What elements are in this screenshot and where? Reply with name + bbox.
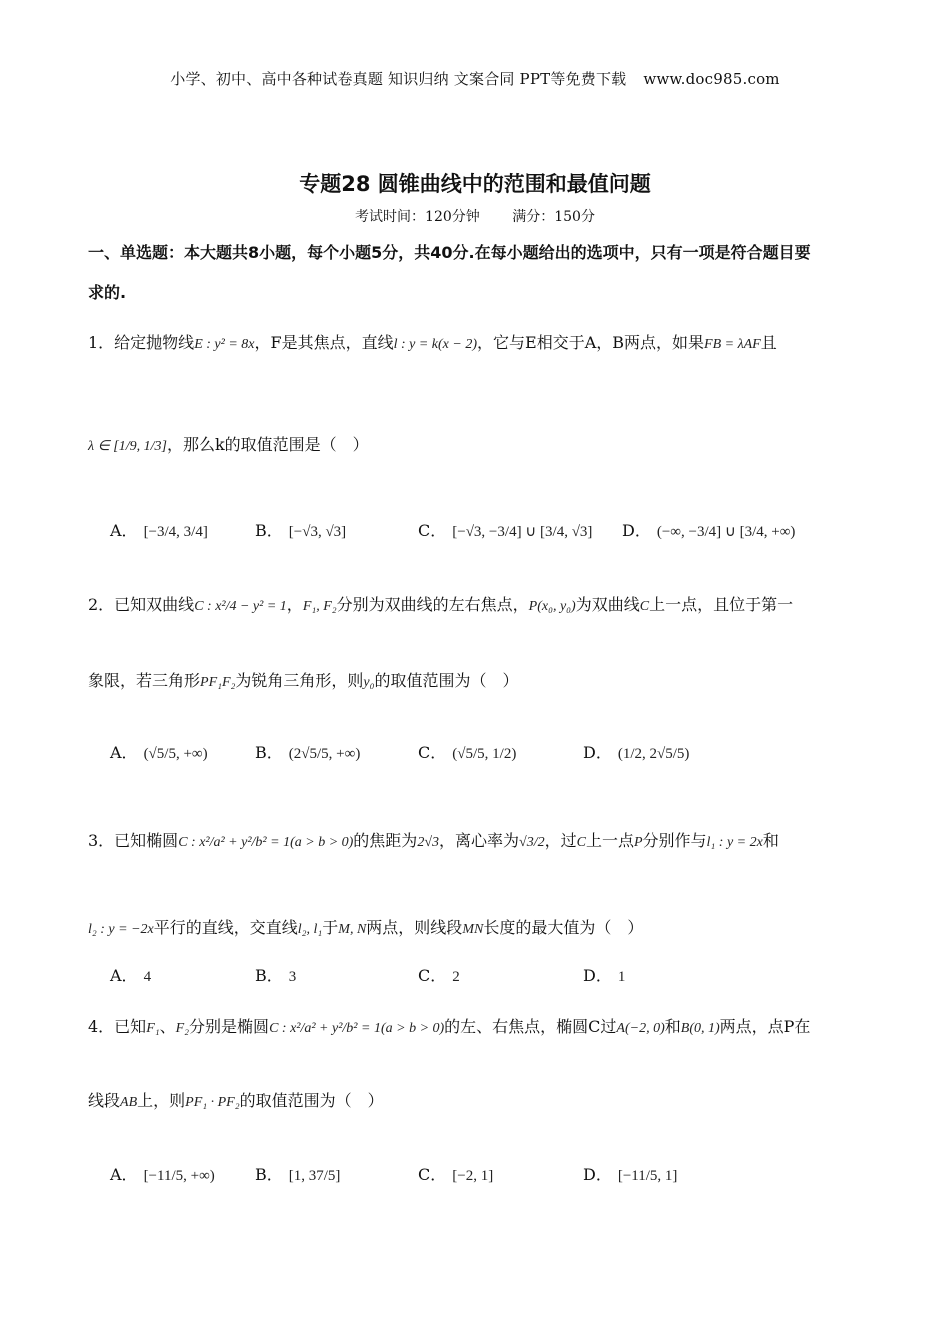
option-a[interactable]: A． 4 <box>110 966 152 985</box>
option-d[interactable]: D． 1 <box>583 966 626 985</box>
question-3-line-1: 3．已知椭圆C : x²/a² + y²/b² = 1(a > b > 0)的焦距为2√3，离心率为√3/2，过C上一点P分别作与l₁ : y = 2x和 <box>88 831 779 850</box>
exam-meta <box>0 206 950 226</box>
question-2-line-1: 2．已知双曲线C : x²/4 − y² = 1，F₁, F₂分别为双曲线的左右焦点，P(x₀, y₀)为双曲线C上一点，且位于第一 <box>88 595 794 614</box>
question-2-line-2: 象限，若三角形PF₁F₂为锐角三角形，则y₀的取值范围为（ ） <box>88 671 519 690</box>
section-heading: 一、单选题：本大题共8小题，每个小题5分，共40分.在每小题给出的选项中，只有一项是符合题目要 <box>88 243 811 262</box>
question-1-line-2: λ ∈ [1/9, 1/3]，那么k的取值范围是（ ） <box>88 435 369 454</box>
option-b[interactable]: B． 3 <box>255 966 297 985</box>
option-d[interactable]: D． (−∞, −3/4] ∪ [3/4, +∞) <box>622 521 796 540</box>
question-4-line-2: 线段AB上，则PF₁ · PF₂的取值范围为（ ） <box>88 1091 384 1110</box>
header-url[interactable]: www.doc985.com <box>643 70 780 88</box>
option-a[interactable]: A． [−11/5, +∞) <box>110 1165 215 1184</box>
page-title: 专题28 圆锥曲线中的范围和最值问题 <box>299 172 651 196</box>
option-a[interactable]: A． [−3/4, 3/4] <box>110 521 208 540</box>
option-c[interactable]: C． (√5/5, 1/2) <box>418 743 517 762</box>
question-3-line-2: l₂ : y = −2x平行的直线，交直线l₂, l₁于M, N两点，则线段MN长度的最大值为（ ） <box>88 918 644 937</box>
option-d[interactable]: D． [−11/5, 1] <box>583 1165 678 1184</box>
question-1-line-1: 1．给定抛物线E : y² = 8x，F是其焦点，直线l : y = k(x − 2)，它与E相交于A，B两点，如果FB = λAF且 <box>88 333 777 352</box>
exam-time: 考试时间：120分钟 <box>355 209 480 225</box>
header-text: 小学、初中、高中各种试卷真题 知识归纳 文案合同 PPT等免费下载 <box>170 70 627 88</box>
page-header <box>0 68 950 89</box>
exam-score: 满分：150分 <box>512 209 595 225</box>
option-c[interactable]: C． [−2, 1] <box>418 1165 494 1184</box>
option-c[interactable]: C． [−√3, −3/4] ∪ [3/4, √3] <box>418 521 593 540</box>
option-c[interactable]: C． 2 <box>418 966 460 985</box>
option-b[interactable]: B． [−√3, √3] <box>255 521 347 540</box>
option-b[interactable]: B． (2√5/5, +∞) <box>255 743 361 762</box>
option-b[interactable]: B． [1, 37/5] <box>255 1165 341 1184</box>
question-4-line-1: 4．已知F₁、F₂分别是椭圆C : x²/a² + y²/b² = 1(a > b > 0)的左、右焦点，椭圆C过A(−2, 0)和B(0, 1)两点，点P在 <box>88 1017 811 1036</box>
option-a[interactable]: A． (√5/5, +∞) <box>110 743 208 762</box>
section-heading-cont: 求的. <box>88 283 127 302</box>
option-d[interactable]: D． (1/2, 2√5/5) <box>583 743 690 762</box>
